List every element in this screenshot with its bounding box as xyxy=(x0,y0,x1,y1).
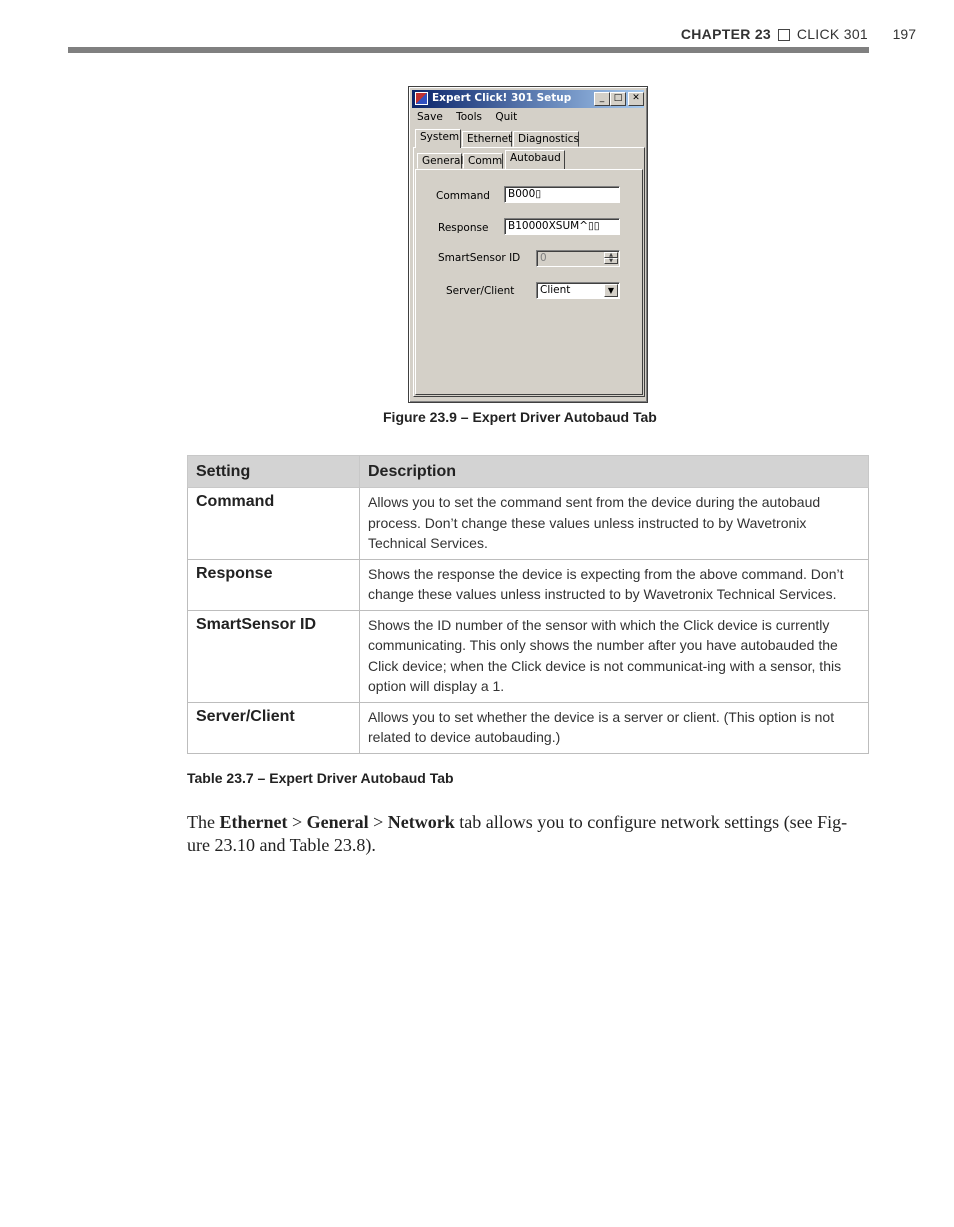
settings-table xyxy=(187,455,869,754)
smartsensor-id-label: SmartSensor ID xyxy=(438,252,521,264)
setting-description: Shows the ID number of the sensor with which the Click device is currently communicating. This only shows the number after you have autobauded the Click device; when the Click device is not communicat-ing with a sensor, this option will display a 1. xyxy=(360,610,869,702)
table-row xyxy=(188,559,869,610)
figure-caption: Figure 23.9 – Expert Driver Autobaud Tab xyxy=(383,409,657,425)
tab-autobaud[interactable]: Autobaud xyxy=(505,150,565,169)
chapter-title: CLICK 301 xyxy=(796,26,868,42)
menu-quit[interactable]: Quit xyxy=(495,111,518,123)
table-row xyxy=(188,610,869,702)
table-row xyxy=(188,702,869,753)
table-caption: Table 23.7 – Expert Driver Autobaud Tab xyxy=(187,770,454,786)
close-button[interactable]: ✕ xyxy=(628,92,644,106)
tab-system[interactable]: System xyxy=(415,129,461,148)
spin-up-icon[interactable]: ▲ xyxy=(604,252,618,258)
expert-setup-dialog xyxy=(408,86,648,403)
table-header-row xyxy=(188,456,869,488)
server-client-select[interactable] xyxy=(536,282,620,299)
ethernet-term: Ethernet xyxy=(219,812,288,832)
chevron-down-icon[interactable]: ▼ xyxy=(604,284,618,297)
header-description: Description xyxy=(360,456,869,488)
body-text-segment: > xyxy=(368,812,388,832)
server-client-value: Client xyxy=(540,284,571,296)
separator-box-icon xyxy=(778,29,790,41)
body-paragraph xyxy=(187,811,869,857)
page-header xyxy=(68,26,916,46)
tab-diagnostics[interactable]: Diagnostics xyxy=(513,131,579,147)
general-term: General xyxy=(306,812,369,832)
dialog-title: Expert Click! 301 Setup xyxy=(432,92,572,104)
setting-name: Command xyxy=(188,488,360,560)
setting-description: Shows the response the device is expecting from the above command. Don’t change these values unless instructed to by Wavetronix Technical Services. xyxy=(360,559,869,610)
tab-general[interactable]: General xyxy=(417,153,462,169)
response-label: Response xyxy=(438,222,489,234)
table-row xyxy=(188,488,869,560)
server-client-label: Server/Client xyxy=(446,285,515,297)
menu-bar xyxy=(417,111,527,125)
spin-down-icon[interactable]: ▼ xyxy=(604,258,618,264)
command-label: Command xyxy=(436,190,490,202)
network-term: Network xyxy=(387,812,455,832)
body-text-segment: The xyxy=(187,812,220,832)
command-input[interactable]: B000▯ xyxy=(504,186,620,203)
header-setting: Setting xyxy=(188,456,360,488)
smartsensor-id-stepper[interactable] xyxy=(536,250,620,267)
header-rule xyxy=(68,47,869,53)
body-text-segment: tab allows you to configure network settings (see Fig-ure 23.10 and Table 23.8). xyxy=(187,812,848,855)
menu-tools[interactable]: Tools xyxy=(456,111,482,123)
chapter-label: CHAPTER 23 xyxy=(680,26,771,42)
smartsensor-id-value: 0 xyxy=(540,252,547,264)
spin-buttons[interactable] xyxy=(604,252,618,265)
dialog-titlebar xyxy=(412,90,644,108)
setting-description: Allows you to set whether the device is a server or client. (This option is not related to device autobauding.) xyxy=(360,702,869,753)
tab-ethernet[interactable]: Ethernet xyxy=(462,131,512,147)
setting-name: Server/Client xyxy=(188,702,360,753)
page-number: 197 xyxy=(892,26,916,42)
tab-comm[interactable]: Comm xyxy=(463,153,503,169)
setting-description: Allows you to set the command sent from the device during the autobaud process. Don’t change these values unless instructed to by Wavetronix Technical Services. xyxy=(360,488,869,560)
app-icon xyxy=(415,92,428,105)
maximize-button[interactable]: □ xyxy=(610,92,626,106)
minimize-button[interactable]: _ xyxy=(594,92,610,106)
response-input[interactable]: B10000XSUM^▯▯ xyxy=(504,218,620,235)
menu-save[interactable]: Save xyxy=(417,111,443,123)
body-text-segment: > xyxy=(287,812,307,832)
setting-name: SmartSensor ID xyxy=(188,610,360,702)
setting-name: Response xyxy=(188,559,360,610)
